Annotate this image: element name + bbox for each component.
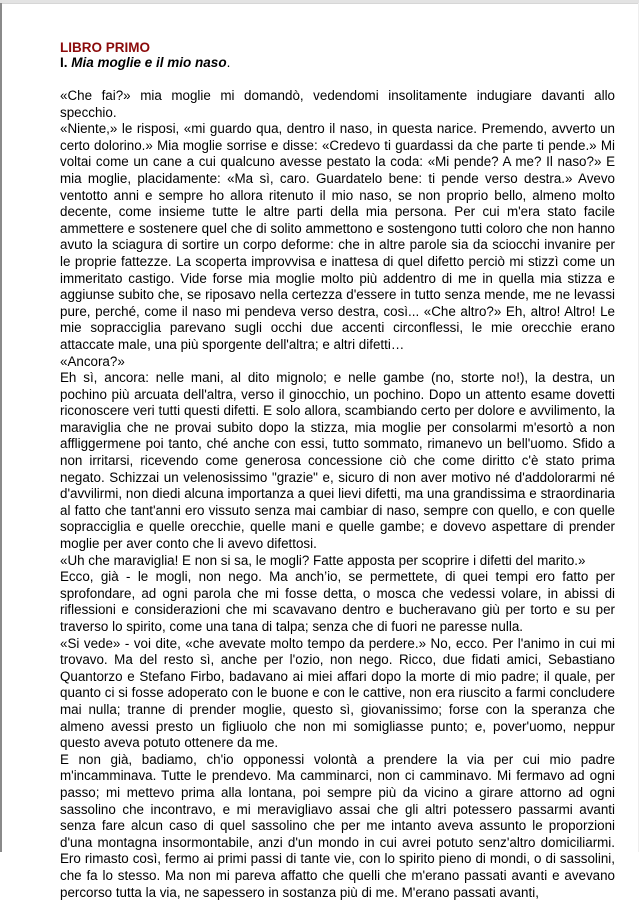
page-top-edge — [0, 0, 639, 4]
chapter-number: I. — [60, 55, 68, 70]
chapter-heading — [60, 55, 615, 71]
paragraph: «Niente,» le risposi, «mi guardo qua, dentro il naso, in questa narice. Premendo, avverto un certo dolorino.» Mia moglie sorrise e disse: «Credevo ti guardassi da che parte ti pende.» Mi voltai come un cane a cui qualcuno avesse pestato la coda: «Mi pende? A me? Il naso?» E mia moglie, placidamente: «Ma sì, caro. Guardatelo bene: ti pende verso destra.» Avevo ventotto anni e sempre ho allora ritenuto il mio naso, se non proprio bello, almeno molto decente, come insieme tutte le altre parti della mia persona. Per cui m'era stato facile ammettere e sostenere quel che di solito ammettono e sostengono tutti coloro che non hanno avuto la sciagura di sortire un corpo deforme: che in altre parole sia da sciocchi invanire per le proprie fattezze. La scoperta improvvisa e inattesa di quel difetto perciò mi stizzì come un immeritato castigo. Vide forse mia moglie molto più addentro di me in quella mia stizza e aggiunse subito che, se riposavo nella certezza d'essere in tutto senza mende, me ne levassi pure, perché, come il naso mi pendeva verso destra, così... «Che altro?» Eh, altro! Altro! Le mie sopracciglia parevano sugli occhi due accenti circonflessi, le mie orecchie erano attaccate male, una più sporgente dell'altra; e altri difetti… — [60, 121, 615, 352]
paragraph: «Ancora?» — [60, 353, 125, 369]
paragraph: E non già, badiamo, ch'io opponessi volontà a prendere la via per cui mio padre m'incamminava. Tutte le prendevo. Ma camminarci, non ci camminavo. Mi fermavo ad ogni passo; mi mettevo prima alla lontana, poi sempre più da vicino a girare attorno ad ogni sassolino che incontravo, e mi meravigliavo assai che gli altri potessero passarmi avanti senza fare alcun caso di quel sassolino che per me intanto aveva assunto le proporzioni d'una montagna insormontabile, anzi d'un mondo in cui avrei potuto senz'altro domiciliarmi. Ero rimasto così, fermo ai primi passi di tante vie, con lo spirito pieno di mondi, o di sassolini, che fa lo stesso. Ma non mi pareva affatto che quelli che m'erano passati avanti e avevano percorso tutta la via, ne sapessero in sostanza più di me. M'erano passati avanti, — [60, 751, 615, 900]
paragraph: «Si vede» - voi dite, «che avevate molto tempo da perdere.» No, ecco. Per l'animo in cui mi trovavo. Ma del resto sì, anche per l'ozio, non nego. Ricco, due fidati amici, Sebastiano Quantorzo e Stefano Firbo, badavano ai miei affari dopo la morte di mio padre; il quale, per quanto ci si fosse adoperato con le buone e con le cattive, non era riuscito a farmi concludere mai nulla; tranne di prender moglie, questo sì, giovanissimo; forse con la speranza che almeno avessi presto un figliuolo che non mi somigliasse punto; e, pover'uomo, neppur questo aveva potuto ottenere da me. — [60, 635, 615, 751]
chapter-title: Mia moglie e il mio naso — [71, 55, 227, 70]
paragraph: «Che fai?» mia moglie mi domandò, vedendomi insolitamente indugiare davanti allo specchio. — [60, 88, 615, 120]
paragraph: Eh sì, ancora: nelle mani, al dito mignolo; e nelle gambe (no, storte no!), la destra, un pochino più arcuata dell'altra, verso il ginocchio, un pochino. Dopo un attento esame dovetti riconoscere veri tutti questi difetti. E solo allora, scambiando certo per dolore e avvilimento, la maraviglia che ne provai subito dopo la stizza, mia moglie per consolarmi m'esortò a non affliggermene poi tanto, ché anche con essi, tutto sommato, rimanevo un bell'uomo. Sfido a non irritarsi, ricevendo come generosa concessione ciò che come diritto c'è stato prima negato. Schizzai un velenosissimo "grazie" e, sicuro di non aver motivo né d'addolorarmi né d'avvilirmi, non diedi alcuna importanza a quei lievi difetti, ma una grandissima e straordinaria al fatto che tant'anni ero vissuto senza mai cambiar di naso, sempre con quello, e con quelle sopracciglia e quelle orecchie, quelle mani e quelle gambe; e dovevo aspettare di prender moglie per aver conto che li avevo difettosi. — [60, 370, 615, 552]
paragraph: «Uh che maraviglia! E non si sa, le mogli? Fatte apposta per scoprire i difetti del marito.» — [60, 552, 586, 568]
book-title: LIBRO PRIMO — [60, 40, 150, 55]
chapter-title-period: . — [226, 55, 231, 70]
document-page — [60, 40, 615, 901]
paragraph: Ecco, già - le mogli, non nego. Ma anch’io, se permettete, di quei tempi ero fatto per sprofondare, ad ogni parola che mi fosse detta, o mosca che vedessi volare, in abissi di riflessioni e considerazioni che mi scavavano dentro e bucheravano giù per torto e su per traverso lo spirito, come una tana di talpa; senza che di fuori ne paresse nulla. — [60, 569, 615, 634]
page-left-border — [0, 3, 2, 852]
